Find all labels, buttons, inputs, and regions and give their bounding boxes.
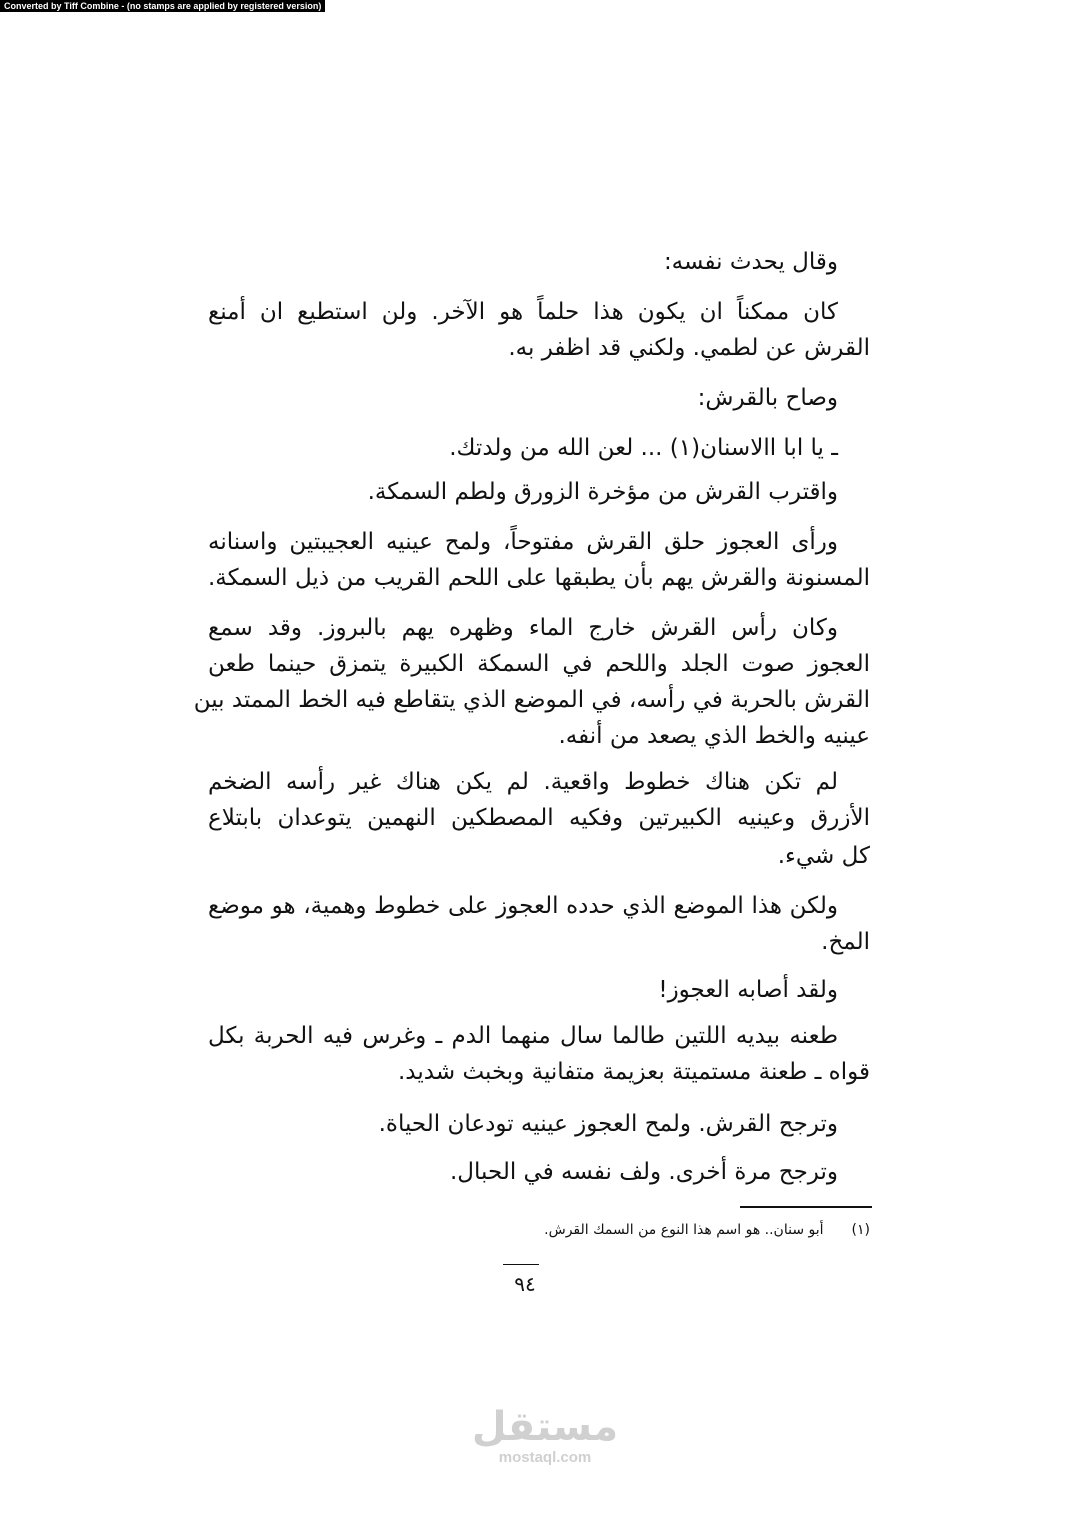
text-line: عينيه والخط الذي يصعد من أنفه.: [558, 723, 870, 749]
text-line: القرش بالحربة في رأسه، في الموضع الذي يتقاطع فيه الخط الممتد بين: [193, 687, 870, 713]
text-line: المسنونة والقرش يهم بأن يطبقها على اللحم القريب من ذيل السمكة.: [208, 565, 870, 591]
footnote-divider: [740, 1206, 872, 1208]
text-line: قواه ـ طعنة مستميتة بعزيمة متفانية وبخبث شديد.: [398, 1059, 870, 1085]
text-line: طعنه بيديه اللتين طالما سال منهما الدم ـ وغرس فيه الحربة بكل: [208, 1023, 838, 1049]
watermark-arabic: مستقل: [471, 1404, 619, 1450]
text-line: ولقد أصابه العجوز!: [658, 977, 838, 1003]
watermark-logo: [470, 1405, 620, 1466]
text-line: كل شيء.: [777, 843, 870, 869]
converter-banner: Converted by Tiff Combine - (no stamps are applied by registered version): [0, 0, 325, 12]
text-line: وصاح بالقرش:: [697, 385, 838, 411]
text-line: القرش عن لطمي. ولكني قد اظفر به.: [508, 335, 870, 361]
text-line: العجوز صوت الجلد واللحم في السمكة الكبيرة يتمزق حينما طعن: [208, 651, 870, 677]
text-line: المخ.: [821, 929, 870, 955]
footnote-marker: (١): [851, 1222, 870, 1238]
watermark-latin: mostaql.com: [498, 1449, 592, 1466]
text-line: ـ يا ابا االاسنان(١) ... لعن الله من ولدتك.: [449, 435, 838, 461]
text-line: وترجح مرة أخرى. ولف نفسه في الحبال.: [450, 1159, 838, 1185]
text-line: وترجح القرش. ولمح العجوز عينيه تودعان الحياة.: [378, 1111, 838, 1137]
page-number-rule: [503, 1264, 539, 1265]
text-line: ورأى العجوز حلق القرش مفتوحاً، ولمح عينيه العجيبتين واسنانه: [208, 529, 838, 555]
text-line: وقال يحدث نفسه:: [663, 249, 838, 275]
text-line: لم تكن هناك خطوط واقعية. لم يكن هناك غير رأسه الضخم: [208, 769, 838, 795]
text-line: الأزرق وعينيه الكبيرتين وفكيه المصطكين النهمين يتوعدان بابتلاع: [208, 805, 870, 831]
page-number: ٩٤: [514, 1272, 536, 1296]
text-line: ولكن هذا الموضع الذي حدده العجوز على خطوط وهمية، هو موضع: [208, 893, 838, 919]
text-line: وكان رأس القرش خارج الماء وظهره يهم بالبروز. وقد سمع: [208, 615, 838, 641]
footnote-text: أبو سنان.. هو اسم هذا النوع من السمك القرش.: [544, 1222, 824, 1238]
text-line: واقترب القرش من مؤخرة الزورق ولطم السمكة.: [367, 479, 838, 505]
text-line: كان ممكناً ان يكون هذا حلماً هو الآخر. ولن استطيع ان أمنع: [208, 299, 838, 325]
footnote: [400, 1222, 870, 1238]
